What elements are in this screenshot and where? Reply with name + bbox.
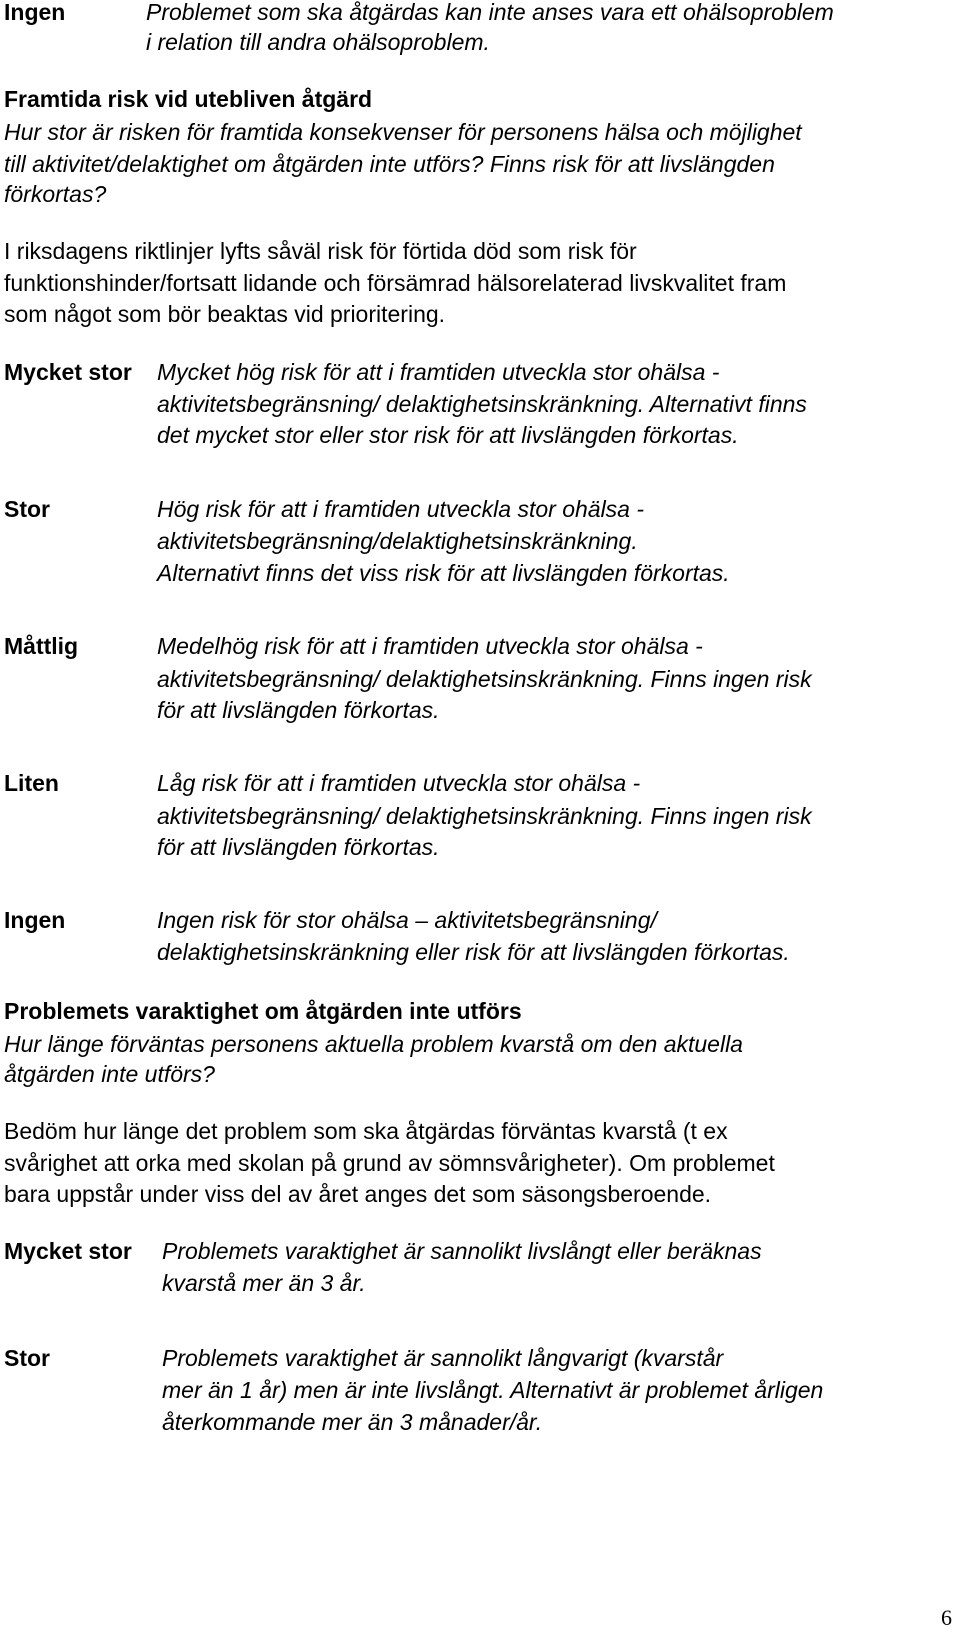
top-rating-label: Ingen — [4, 0, 66, 25]
rating-text-line: Mycket hög risk för att i framtiden utveckla stor ohälsa - — [157, 359, 720, 385]
rating-text-line: Ingen risk för stor ohälsa – aktivitetsbegränsning/ — [157, 907, 657, 933]
rating-text-line: aktivitetsbegränsning/ delaktighetsinskränkning. Finns ingen risk — [157, 803, 812, 829]
rating-label-mycket-stor: Mycket stor — [4, 1238, 132, 1264]
section-heading-future-risk: Framtida risk vid utebliven åtgärd — [4, 86, 373, 112]
question-line: åtgärden inte utförs? — [4, 1061, 215, 1087]
question-line: Hur stor är risken för framtida konsekvenser för personens hälsa och möjlighet — [4, 119, 802, 145]
rating-label-liten: Liten — [4, 770, 59, 796]
body-line: Bedöm hur länge det problem som ska åtgärdas förväntas kvarstå (t ex — [4, 1118, 728, 1144]
rating-text-line: Medelhög risk för att i framtiden utveckla stor ohälsa - — [157, 633, 703, 659]
question-line: förkortas? — [4, 181, 107, 207]
rating-text-line: Hög risk för att i framtiden utveckla stor ohälsa - — [157, 496, 645, 522]
rating-text-line: aktivitetsbegränsning/ delaktighetsinskränkning. Finns ingen risk — [157, 666, 812, 692]
top-rating-line: i relation till andra ohälsoproblem. — [146, 29, 490, 55]
rating-text-line: mer än 1 år) men är inte livslångt. Alternativt är problemet årligen — [162, 1377, 824, 1403]
rating-text-line: det mycket stor eller stor risk för att livslängden förkortas. — [157, 422, 739, 448]
rating-text-line: Problemets varaktighet är sannolikt långvarigt (kvarstår — [162, 1345, 724, 1371]
rating-text-line: Problemets varaktighet är sannolikt livslångt eller beräknas — [162, 1238, 762, 1264]
body-line: bara uppstår under viss del av året anges det som säsongsberoende. — [4, 1181, 712, 1207]
rating-text-line: aktivitetsbegränsning/delaktighetsinskränkning. — [157, 528, 638, 554]
rating-text-line: delaktighetsinskränkning eller risk för att livslängden förkortas. — [157, 939, 790, 965]
rating-text-line: återkommande mer än 3 månader/år. — [162, 1409, 543, 1435]
page-number: 6 — [941, 1605, 952, 1630]
top-rating-line: Problemet som ska åtgärdas kan inte anses vara ett ohälsoproblem — [146, 0, 834, 25]
rating-text-line: Alternativt finns det viss risk för att livslängden förkortas. — [157, 560, 730, 586]
question-line: Hur länge förväntas personens aktuella problem kvarstå om den aktuella — [4, 1031, 743, 1057]
rating-text-line: Låg risk för att i framtiden utveckla stor ohälsa - — [157, 770, 641, 796]
rating-label-mattlig: Måttlig — [4, 633, 79, 659]
rating-text-line: för att livslängden förkortas. — [157, 834, 440, 860]
body-line: svårighet att orka med skolan på grund av sömnsvårigheter). Om problemet — [4, 1150, 775, 1176]
body-line: som något som bör beaktas vid prioritering. — [4, 301, 446, 327]
body-line: funktionshinder/fortsatt lidande och försämrad hälsorelaterad livskvalitet fram — [4, 270, 787, 296]
rating-text-line: för att livslängden förkortas. — [157, 697, 440, 723]
rating-label-stor: Stor — [4, 496, 50, 522]
rating-label-stor: Stor — [4, 1345, 50, 1371]
question-line: till aktivitet/delaktighet om åtgärden inte utförs? Finns risk för att livslängden — [4, 151, 775, 177]
rating-text-line: kvarstå mer än 3 år. — [162, 1270, 366, 1296]
body-line: I riksdagens riktlinjer lyfts såväl risk för förtida död som risk för — [4, 238, 637, 264]
rating-text-line: aktivitetsbegränsning/ delaktighetsinskränkning. Alternativt finns — [157, 391, 807, 417]
section-heading-duration: Problemets varaktighet om åtgärden inte utförs — [4, 998, 522, 1024]
rating-label-mycket-stor: Mycket stor — [4, 359, 132, 385]
rating-label-ingen: Ingen — [4, 907, 66, 933]
